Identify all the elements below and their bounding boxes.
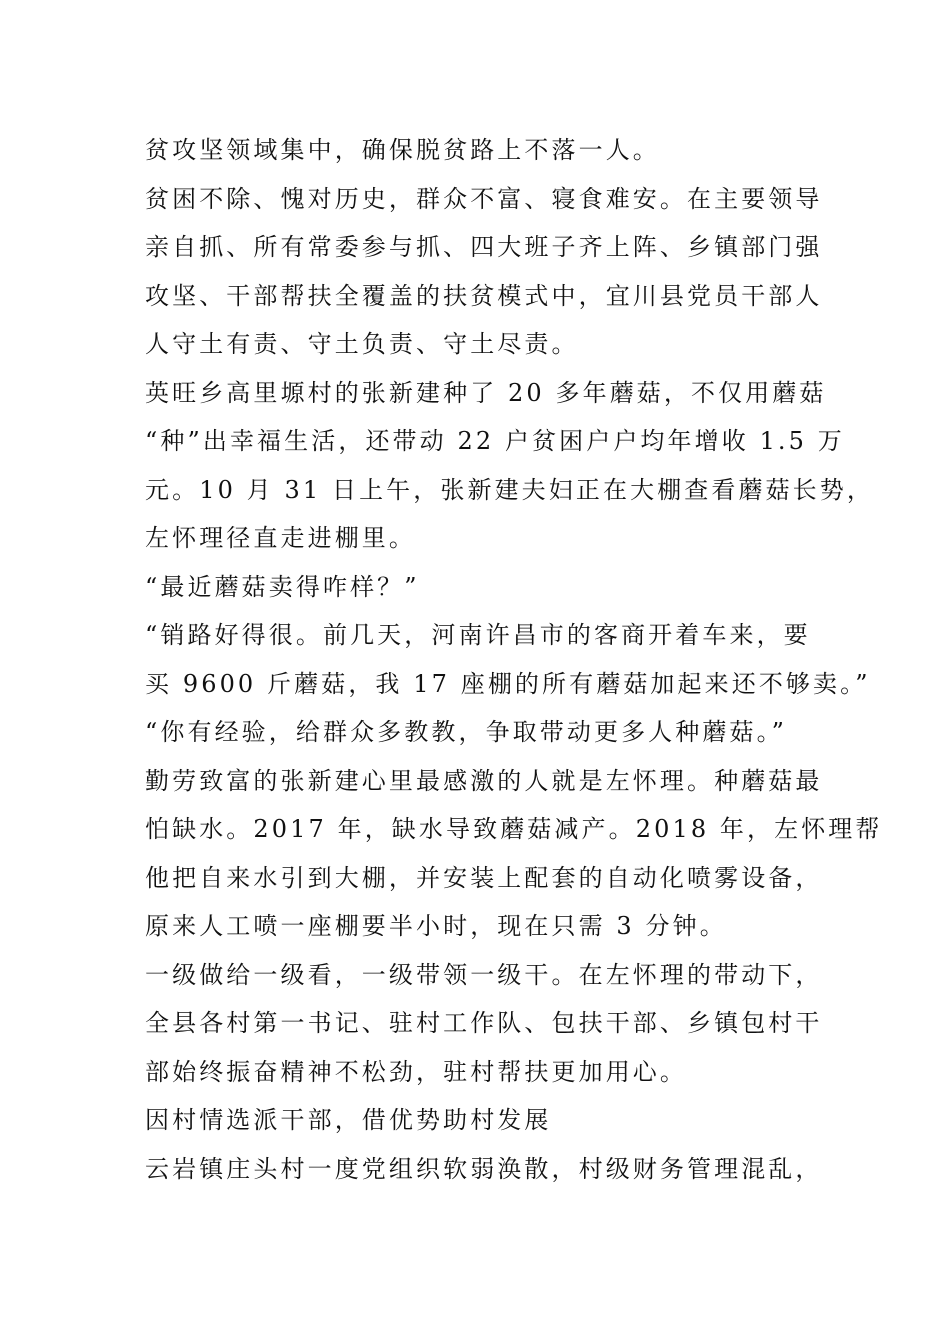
text-line-6: 英旺乡高里塬村的张新建种了 20 多年蘑菇，不仅用蘑菇 [145, 378, 827, 407]
text-line-7: “种”出幸福生活，还带动 22 户贫困户户均年增收 1.5 万 [145, 427, 845, 455]
text-line-16: 他把自来水引到大棚，并安装上配套的自动化喷雾设备， [145, 863, 823, 892]
text-line-5: 人守土有责、守土负责、守土尽责。 [145, 330, 579, 358]
text-line-22: 云岩镇庄头村一度党组织软弱涣散，村级财务管理混乱， [145, 1154, 823, 1183]
body-text [145, 126, 883, 1193]
text-line-11: “销路好得很。前几天，河南许昌市的客商开着车来，要 [145, 621, 811, 649]
text-line-3: 亲自抓、所有常委参与抓、四大班子齐上阵、乡镇部门强 [145, 233, 823, 261]
text-line-9: 左怀理径直走进棚里。 [145, 524, 416, 552]
text-line-17: 原来人工喷一座棚要半小时，现在只需 3 分钟。 [145, 912, 727, 940]
text-line-4: 攻坚、干部帮扶全覆盖的扶贫模式中，宜川县党员干部人 [145, 281, 823, 310]
text-line-1: 贫攻坚领域集中，确保脱贫路上不落一人。 [145, 136, 660, 164]
section-heading: 因村情选派干部，借优势助村发展 [145, 1106, 552, 1134]
text-line-20: 部始终振奋精神不松劲，驻村帮扶更加用心。 [145, 1057, 687, 1086]
text-line-19: 全县各村第一书记、驻村工作队、包扶干部、乡镇包村干 [145, 1009, 823, 1037]
text-line-12: 买 9600 斤蘑菇，我 17 座棚的所有蘑菇加起来还不够卖。” [145, 669, 871, 698]
text-line-10: “最近蘑菇卖得咋样？” [145, 572, 420, 601]
text-line-18: 一级做给一级看，一级带领一级干。在左怀理的带动下， [145, 960, 823, 989]
text-line-15: 怕缺水。2017 年，缺水导致蘑菇减产。2018 年，左怀理帮 [145, 815, 883, 843]
text-line-2: 贫困不除、愧对历史，群众不富、寝食难安。在主要领导 [145, 184, 823, 213]
text-line-14: 勤劳致富的张新建心里最感激的人就是左怀理。种蘑菇最 [145, 766, 823, 795]
text-line-8: 元。10 月 31 日上午，张新建夫妇正在大棚查看蘑菇长势， [145, 475, 874, 504]
text-line-13: “你有经验，给群众多教教，争取带动更多人种蘑菇。” [145, 718, 788, 746]
